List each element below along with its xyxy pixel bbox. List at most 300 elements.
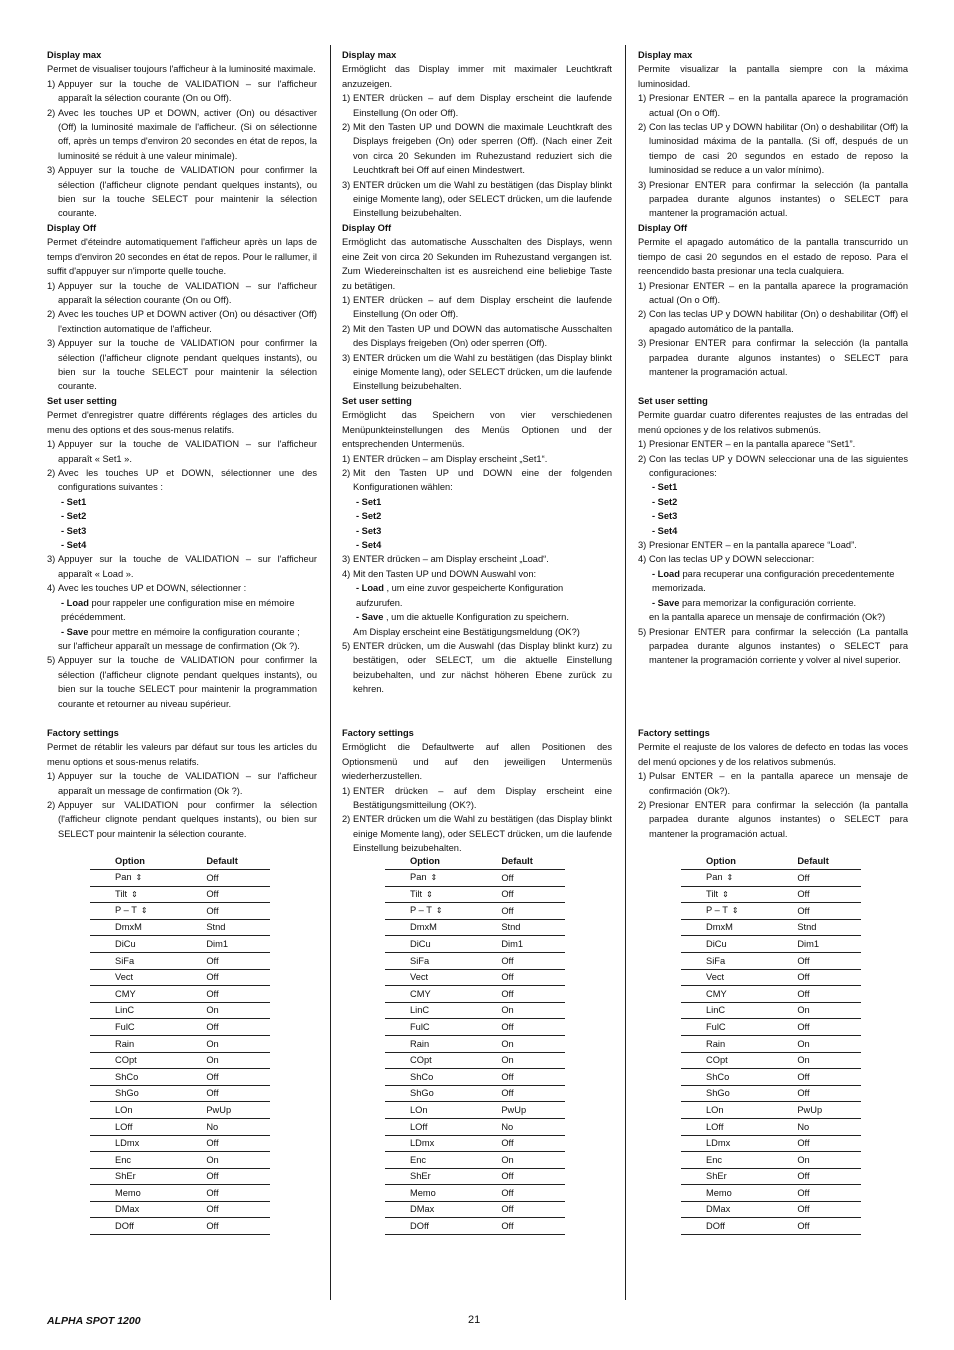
header-default: Default <box>797 854 861 870</box>
default-cell: Off <box>797 1185 861 1202</box>
section-title: Factory settings <box>638 728 710 738</box>
default-cell: PwUp <box>206 1102 270 1119</box>
table-row <box>385 1019 565 1036</box>
table-row <box>681 1201 861 1218</box>
set-option: - Set4 <box>652 525 678 536</box>
option-cell: COpt <box>385 1052 501 1069</box>
default-cell: Off <box>501 1085 565 1102</box>
option-cell: ShEr <box>385 1168 501 1185</box>
option-cell: Memo <box>385 1185 501 1202</box>
option-cell: COpt <box>681 1052 797 1069</box>
option-cell: Rain <box>90 1035 206 1052</box>
default-cell: Off <box>206 952 270 969</box>
option-cell: DiCu <box>681 936 797 953</box>
table-row <box>385 952 565 969</box>
table-row <box>681 1118 861 1135</box>
default-cell: On <box>501 1035 565 1052</box>
default-cell: Off <box>206 1085 270 1102</box>
list-item: 5) ENTER drücken, um die Auswahl (das Display blinkt kurz) zu bestätigen, oder SELECT, um die aktuelle Einstellung beizubehalten, und zur nächst höheren Ebene zurück zu kehren. <box>342 640 612 695</box>
table-row <box>385 919 565 936</box>
list-item: 2) Mit den Tasten UP und DOWN das automatische Ausschalten des Displays freigeben (On) oder sperren (Off). <box>342 323 612 349</box>
up-down-arrow-icon: ⇕ <box>140 906 148 916</box>
list-item: 1) Appuyer sur la touche de VALIDATION – sur l'afficheur apparaît « Set1 ». <box>47 439 317 464</box>
list-item: 3) Presionar ENTER para confirmar la selección (la pantalla parpadea durante algunos instantes) o SELECT para mantener la programación actual. <box>638 338 908 378</box>
default-cell: Off <box>797 969 861 986</box>
option-cell: Rain <box>681 1035 797 1052</box>
section-factory-settings <box>342 726 612 856</box>
default-cell: On <box>206 1035 270 1052</box>
table-row <box>681 870 861 887</box>
table-row <box>90 936 270 953</box>
list-item: 1) Presionar ENTER – en la pantalla aparece “Set1”. <box>638 439 856 450</box>
default-cell: On <box>206 1002 270 1019</box>
table-row <box>385 969 565 986</box>
option-cell: Vect <box>385 969 501 986</box>
table-row <box>90 1135 270 1152</box>
option-cell: LinC <box>681 1002 797 1019</box>
confirm-note: sur l'afficheur apparaît un message de confirmation (Ok ?). <box>58 640 300 651</box>
option-cell: COpt <box>90 1052 206 1069</box>
list-item: 4) Con las teclas UP y DOWN seleccionar: <box>638 554 815 565</box>
option-cell: LOff <box>385 1118 501 1135</box>
option-cell: DiCu <box>385 936 501 953</box>
list-item: 1) Presionar ENTER – en la pantalla aparece la programación actual (On o Off). <box>638 280 908 306</box>
section-display-off <box>638 221 908 379</box>
table-row <box>90 1019 270 1036</box>
column-divider-right <box>625 45 626 1300</box>
load-option: - Load pour rappeler une configuration mise en mémoire précédemment. <box>61 597 295 623</box>
option-cell: FulC <box>90 1019 206 1036</box>
default-cell: Off <box>501 1185 565 1202</box>
table-row <box>681 886 861 903</box>
section-intro: Permet de rétablir les valeurs par défaut sur tous les articles du menu options et sous-menus relatifs. <box>47 742 317 767</box>
option-cell: DMax <box>681 1201 797 1218</box>
option-cell: Enc <box>90 1152 206 1169</box>
default-cell: Off <box>797 1168 861 1185</box>
section-display-off <box>342 221 612 394</box>
default-cell: Dim1 <box>797 936 861 953</box>
list-item: 2) Con las teclas UP y DOWN seleccionar una de las siguientes configuraciones: <box>638 453 908 479</box>
table-row <box>681 1102 861 1119</box>
default-cell: Off <box>206 870 270 887</box>
option-cell: P – T ⇕ <box>681 903 797 920</box>
table-row <box>385 936 565 953</box>
option-cell: LinC <box>385 1002 501 1019</box>
list-item: 1) Appuyer sur la touche de VALIDATION – sur l'afficheur apparaît un message de confirmation (Ok ?). <box>47 771 317 796</box>
step-list <box>47 437 317 711</box>
section-intro: Permite el reajuste de los valores de defecto en todas las voces del menú opciones y de los relativos submenús. <box>638 742 908 767</box>
table-row <box>385 870 565 887</box>
step-list <box>342 452 612 697</box>
option-cell: Pan ⇕ <box>681 870 797 887</box>
table-row <box>90 1035 270 1052</box>
list-item: 2) Mit den Tasten UP und DOWN die maximale Leuchtkraft des Displays freigeben (On) oder sperren (Off). (Nach einer Zeit von circa 20 Sekunden im Ruhezustand reduziert sich die Leuchtkraft bei Off auf einen Mindestwert. <box>342 122 612 176</box>
up-down-arrow-icon: ⇕ <box>430 873 438 883</box>
default-cell: Off <box>501 952 565 969</box>
set-option: - Set1 <box>61 496 87 507</box>
set-option: - Set1 <box>652 482 678 493</box>
option-cell: CMY <box>90 986 206 1003</box>
list-item: 2) Con las teclas UP y DOWN habilitar (On) o deshabilitar (Off) el apagado automático de la pantalla. <box>638 309 908 334</box>
header-default: Default <box>501 854 565 870</box>
option-cell: ShGo <box>90 1085 206 1102</box>
section-intro: Permite el apagado automático de la pantalla transcurrido un tiempo de casi 20 segundos en el estado de reposo. Para el reencendido basta presionar una tecla cualquiera. <box>638 237 908 277</box>
option-cell: P – T ⇕ <box>385 903 501 920</box>
default-cell: Off <box>797 1135 861 1152</box>
table-row <box>385 1185 565 1202</box>
header-default: Default <box>206 854 270 870</box>
table-row <box>90 1069 270 1086</box>
table-row <box>681 952 861 969</box>
table-row <box>681 1052 861 1069</box>
table-row <box>385 903 565 920</box>
option-cell: Vect <box>681 969 797 986</box>
set-option: - Set2 <box>652 496 678 507</box>
option-cell: FulC <box>681 1019 797 1036</box>
defaults-table <box>385 854 565 1235</box>
table-header-row <box>385 854 565 870</box>
default-cell: Off <box>797 903 861 920</box>
table-row <box>681 1085 861 1102</box>
list-item: 2) Avec les touches UP et DOWN activer (On) ou désactiver (Off) l'extinction automatique de l'afficheur. <box>47 309 317 334</box>
default-cell: On <box>206 1052 270 1069</box>
option-cell: ShEr <box>90 1168 206 1185</box>
confirm-note: Am Display erscheint eine Bestätigungsmeldung (OK?) <box>353 626 580 637</box>
defaults-table <box>681 854 861 1235</box>
default-cell: On <box>797 1035 861 1052</box>
step-list <box>638 437 908 668</box>
list-item: 2) Con las teclas UP y DOWN habilitar (On) o deshabilitar (Off) la luminosidad máxima de la pantalla. (Si off, después de un tiempo de casi 20 segundos en estado de reposo la luminosidad se reduce a un valor mínimo). <box>638 122 908 176</box>
table-row <box>385 1002 565 1019</box>
set-option: - Set3 <box>61 525 87 536</box>
set-option: - Set2 <box>356 511 382 522</box>
set-option: - Set3 <box>356 525 382 536</box>
list-item: 3) Appuyer sur la touche de VALIDATION – sur l'afficheur apparaît « Load ». <box>47 554 317 579</box>
step-list <box>638 769 908 841</box>
default-cell: Off <box>501 903 565 920</box>
set-option: - Set4 <box>356 540 382 551</box>
table-row <box>385 1102 565 1119</box>
table-row <box>90 903 270 920</box>
default-cell: Off <box>797 1085 861 1102</box>
table-row <box>90 1118 270 1135</box>
table-row <box>681 1069 861 1086</box>
header-option: Option <box>385 854 501 870</box>
load-option: - Load , um eine zuvor gespeicherte Konfiguration aufzurufen. <box>356 583 564 608</box>
table-row <box>90 1152 270 1169</box>
set-option: - Set1 <box>356 496 382 507</box>
table-row <box>681 986 861 1003</box>
section-title: Display Off <box>638 223 688 233</box>
table-row <box>90 1185 270 1202</box>
default-cell: On <box>501 1052 565 1069</box>
option-cell: CMY <box>385 986 501 1003</box>
section-set-user <box>47 394 317 711</box>
default-cell: On <box>797 1152 861 1169</box>
list-item: 3) ENTER drücken um die Wahl zu bestätigen (das Display blinkt einige Momente lang), oder SELECT drücken, um die laufende Einstellung beizubehalten. <box>342 352 612 392</box>
default-cell: Off <box>206 886 270 903</box>
table-row <box>385 1069 565 1086</box>
option-cell: DMax <box>385 1201 501 1218</box>
step-list <box>47 769 317 841</box>
option-cell: ShEr <box>681 1168 797 1185</box>
header-option: Option <box>681 854 797 870</box>
option-cell: LDmx <box>385 1135 501 1152</box>
table-header-row <box>681 854 861 870</box>
option-cell: DmxM <box>385 919 501 936</box>
section-intro: Permet d'éteindre automatiquement l'afficheur après un laps de temps d'environ 20 secondes en état de repos. Pour le rallumer, il suffit d'appuyer sur n'importe quelle touche. <box>47 237 317 277</box>
list-item: 1) ENTER drücken – am Display erscheint „Set1“. <box>342 453 548 464</box>
default-cell: Dim1 <box>206 936 270 953</box>
section-display-off <box>47 221 317 394</box>
save-option: - Save pour mettre en mémoire la configuration courante ; <box>61 626 300 637</box>
default-cell: Off <box>797 870 861 887</box>
default-cell: Off <box>206 1135 270 1152</box>
section-intro: Ermöglicht das Display immer mit maximaler Leuchtkraft anzuzeigen. <box>342 64 612 89</box>
up-down-arrow-icon: ⇕ <box>731 906 739 916</box>
section-set-user <box>342 394 612 697</box>
default-cell: Off <box>797 986 861 1003</box>
list-item: 3) Presionar ENTER para confirmar la selección (la pantalla parpadea durante algunos instantes) o SELECT para mantener la programación actual. <box>638 179 908 219</box>
table-row <box>90 1102 270 1119</box>
default-cell: Off <box>206 1019 270 1036</box>
table-row <box>681 1218 861 1235</box>
default-cell: No <box>206 1118 270 1135</box>
default-cell: Off <box>797 886 861 903</box>
table-row <box>681 1168 861 1185</box>
default-cell: Off <box>501 1069 565 1086</box>
option-cell: Memo <box>681 1185 797 1202</box>
default-cell: On <box>501 1002 565 1019</box>
default-cell: Off <box>501 870 565 887</box>
set-option: - Set4 <box>61 540 87 551</box>
table-row <box>90 886 270 903</box>
section-factory-settings <box>47 726 317 841</box>
step-list <box>638 279 908 380</box>
table-row <box>385 986 565 1003</box>
option-cell: LOn <box>385 1102 501 1119</box>
section-intro: Ermöglicht das automatische Ausschalten des Displays, wenn eine Zeit von circa 20 Sekunden im Ruhezustand vergangen ist. Zum Wiedereinschalten ist es ausreichend eine beliebige Taste zu betätigen. <box>342 237 612 291</box>
default-cell: Off <box>501 1135 565 1152</box>
section-intro: Permet d'enregistrer quatre différents réglages des articles du menu des options et des sous-menus relatifs. <box>47 410 317 435</box>
table-row <box>681 1135 861 1152</box>
default-cell: Off <box>501 1168 565 1185</box>
footer-brand: ALPHA SPOT 1200 <box>47 1315 141 1327</box>
option-cell: Enc <box>385 1152 501 1169</box>
section-intro: Ermöglicht das Speichern von vier verschiedenen Menüpunkteinstellungen des Menüs Optionen und der entsprechenden Untermenüs. <box>342 410 612 450</box>
list-item: 1) Presionar ENTER – en la pantalla aparece la programación actual (On o Off). <box>638 93 908 118</box>
option-cell: DOff <box>385 1218 501 1235</box>
step-list <box>47 77 317 221</box>
list-item: 2) Avec les touches UP et DOWN, activer (On) ou désactiver (Off) la luminosité maximale de l'afficheur. (Si on sélectionne off, après un temps d'environ 20 secondes en état de repos, la luminosité se réduit à une valeur minimale). <box>47 107 317 161</box>
section-title: Display Off <box>47 223 97 233</box>
option-cell: DiCu <box>90 936 206 953</box>
default-cell: Off <box>501 1218 565 1235</box>
table-row <box>681 919 861 936</box>
option-cell: Tilt ⇕ <box>90 886 206 903</box>
table-row <box>90 952 270 969</box>
up-down-arrow-icon: ⇕ <box>726 873 734 883</box>
option-cell: DMax <box>90 1201 206 1218</box>
default-cell: Off <box>501 1019 565 1036</box>
option-cell: Vect <box>90 969 206 986</box>
up-down-arrow-icon: ⇕ <box>131 889 138 899</box>
default-cell: On <box>206 1152 270 1169</box>
option-cell: ShCo <box>681 1069 797 1086</box>
table-row <box>681 969 861 986</box>
default-cell: Off <box>206 1218 270 1235</box>
default-cell: Stnd <box>206 919 270 936</box>
table-row <box>90 986 270 1003</box>
table-row <box>90 1168 270 1185</box>
option-cell: LDmx <box>90 1135 206 1152</box>
default-cell: On <box>797 1002 861 1019</box>
table-row <box>385 1168 565 1185</box>
list-item: 5) Appuyer sur la touche de VALIDATION pour confirmer la sélection (l'afficheur clignote pendant quelques instants), ou bien sur la touche SELECT pour maintenir la programmation courante et retourner au niveau supérieur. <box>47 655 317 709</box>
confirm-note: en la pantalla aparece un mensaje de confirmación (Ok?) <box>649 612 886 623</box>
column-divider-left <box>330 45 331 1300</box>
section-intro: Permite guardar cuatro diferentes reajustes de las entradas del menú opciones y de los relativos submenús. <box>638 410 908 435</box>
step-list <box>342 293 612 394</box>
option-cell: Enc <box>681 1152 797 1169</box>
option-cell: LinC <box>90 1002 206 1019</box>
list-item: 2) ENTER drücken um die Wahl zu bestätigen (das Display blinkt einige Momente lang), oder SELECT drücken, um die laufende Einstellung beizubehalten. <box>342 814 612 854</box>
section-display-max <box>47 48 317 221</box>
option-cell: Rain <box>385 1035 501 1052</box>
defaults-table <box>90 854 270 1235</box>
option-cell: LOff <box>681 1118 797 1135</box>
default-cell: Off <box>501 1201 565 1218</box>
section-display-max <box>342 48 612 221</box>
up-down-arrow-icon: ⇕ <box>135 873 143 883</box>
list-item: 2) Mit den Tasten UP und DOWN eine der folgenden Konfigurationen wählen: <box>342 468 612 493</box>
default-cell: Off <box>797 1218 861 1235</box>
section-intro: Ermöglicht die Defaultwerte auf allen Positionen des Optionsmenü und auf den jeweiligen Untermenüs wiederherzustellen. <box>342 742 612 782</box>
table-row <box>90 1085 270 1102</box>
table-row <box>385 1035 565 1052</box>
table-row <box>90 1218 270 1235</box>
section-title: Factory settings <box>47 728 119 738</box>
list-item: 1) ENTER drücken – auf dem Display erscheint die laufende Einstellung (On oder Off). <box>342 295 612 320</box>
default-cell: Off <box>501 969 565 986</box>
list-item: 2) Appuyer sur VALIDATION pour confirmer la sélection (l'afficheur clignote pendant quelques instants), ou bien sur SELECT pour maintenir la sélection courante. <box>47 800 317 839</box>
table-row <box>90 1201 270 1218</box>
option-cell: Memo <box>90 1185 206 1202</box>
table-row <box>681 1152 861 1169</box>
section-factory-settings <box>638 726 908 841</box>
list-item: 3) Appuyer sur la touche de VALIDATION pour confirmer la sélection (l'afficheur clignote pendant quelques instants), ou bien sur la touche SELECT pour maintenir la sélection courante. <box>47 338 317 392</box>
table-row <box>385 1085 565 1102</box>
table-row <box>90 1002 270 1019</box>
up-down-arrow-icon: ⇕ <box>722 889 729 899</box>
default-cell: Stnd <box>501 919 565 936</box>
up-down-arrow-icon: ⇕ <box>435 906 443 916</box>
option-cell: P – T ⇕ <box>90 903 206 920</box>
list-item: 3) ENTER drücken – am Display erscheint „Load“. <box>342 554 549 565</box>
option-cell: ShCo <box>90 1069 206 1086</box>
default-cell: PwUp <box>501 1102 565 1119</box>
table-row <box>90 870 270 887</box>
default-cell: Off <box>206 1168 270 1185</box>
list-item: 1) Appuyer sur la touche de VALIDATION – sur l'afficheur apparaît la sélection courante (On ou Off). <box>47 78 317 104</box>
table-row <box>385 1218 565 1235</box>
default-cell: On <box>797 1052 861 1069</box>
option-cell: LOff <box>90 1118 206 1135</box>
list-item: 1) Appuyer sur la touche de VALIDATION – sur l'afficheur apparaît la sélection courante (On ou Off). <box>47 280 317 306</box>
section-title: Set user setting <box>342 396 412 406</box>
option-cell: DmxM <box>681 919 797 936</box>
table-row <box>385 1201 565 1218</box>
option-cell: DmxM <box>90 919 206 936</box>
option-cell: FulC <box>385 1019 501 1036</box>
list-item: 3) Presionar ENTER – en la pantalla aparece “Load”. <box>638 540 857 551</box>
section-intro: Permet de visualiser toujours l'afficheur à la luminosité maximale. <box>47 64 316 75</box>
list-item: 1) ENTER drücken – auf dem Display erscheint die laufende Einstellung (On oder Off). <box>342 93 612 118</box>
table-row <box>385 1052 565 1069</box>
default-cell: Off <box>206 1069 270 1086</box>
option-cell: SiFa <box>385 952 501 969</box>
section-title: Display max <box>47 50 102 60</box>
list-item: 1) ENTER drücken – auf dem Display erscheint eine Bestätigungsmitteilung (OK?). <box>342 785 612 811</box>
default-cell: On <box>501 1152 565 1169</box>
option-cell: SiFa <box>681 952 797 969</box>
default-cell: Off <box>501 886 565 903</box>
list-item: 5) Presionar ENTER para confirmar la selección (La pantalla parpadea durante algunos instantes) o SELECT para mantener la programación corriente y volver al nivel superior. <box>638 626 908 666</box>
default-cell: Off <box>206 1201 270 1218</box>
option-cell: LDmx <box>681 1135 797 1152</box>
table-row <box>90 969 270 986</box>
section-display-max <box>638 48 908 221</box>
default-cell: Dim1 <box>501 936 565 953</box>
step-list <box>47 279 317 394</box>
list-item: 3) Appuyer sur la touche de VALIDATION pour confirmer la sélection (l'afficheur clignote pendant quelques instants), ou bien sur la touche SELECT pour maintenir la sélection courante. <box>47 165 317 219</box>
default-cell: Off <box>797 1201 861 1218</box>
section-title: Set user setting <box>638 396 708 406</box>
table-row <box>681 936 861 953</box>
option-cell: Tilt ⇕ <box>681 886 797 903</box>
list-item: 2) Presionar ENTER para confirmar la selección (la pantalla parpadea durante algunos instantes) o SELECT para mantener la programación actual. <box>638 800 908 839</box>
table-row <box>385 886 565 903</box>
table-row <box>681 1185 861 1202</box>
list-item: 4) Avec les touches UP et DOWN, sélectionner : <box>47 583 247 594</box>
table-row <box>681 903 861 920</box>
table-row <box>90 1052 270 1069</box>
table-row <box>90 919 270 936</box>
option-cell: Pan ⇕ <box>385 870 501 887</box>
section-title: Display max <box>638 50 693 60</box>
section-intro: Permite visualizar la pantalla siempre con la máxima luminosidad. <box>638 64 908 89</box>
step-list <box>342 91 612 221</box>
table-header-row <box>90 854 270 870</box>
default-cell: Off <box>206 903 270 920</box>
option-cell: SiFa <box>90 952 206 969</box>
up-down-arrow-icon: ⇕ <box>426 889 433 899</box>
step-list <box>638 91 908 221</box>
table-row <box>385 1135 565 1152</box>
list-item: 2) Avec les touches UP et DOWN, sélectionner une des configurations suivantes : <box>47 468 317 493</box>
table-row <box>385 1152 565 1169</box>
default-cell: Off <box>797 1019 861 1036</box>
table-row <box>385 1118 565 1135</box>
section-title: Set user setting <box>47 396 117 406</box>
option-cell: Tilt ⇕ <box>385 886 501 903</box>
default-cell: No <box>797 1118 861 1135</box>
section-title: Display Off <box>342 223 392 233</box>
set-option: - Set2 <box>61 511 87 522</box>
step-list <box>342 784 612 856</box>
section-set-user <box>638 394 908 668</box>
default-cell: Stnd <box>797 919 861 936</box>
